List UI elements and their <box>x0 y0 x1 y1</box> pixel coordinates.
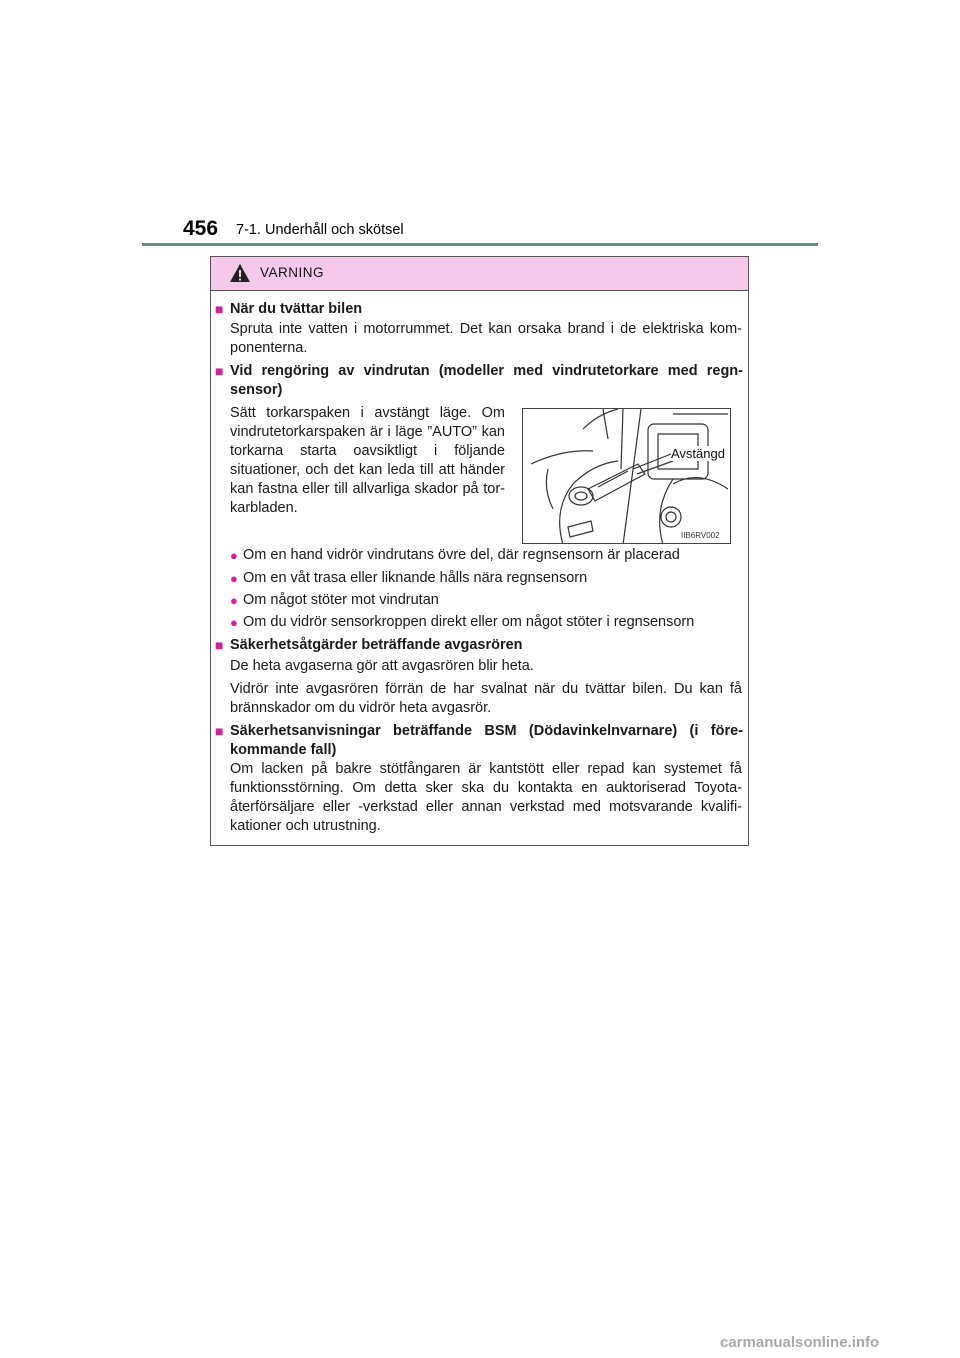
round-bullet-icon: ● <box>230 548 238 563</box>
square-bullet-icon: ■ <box>215 301 224 317</box>
round-bullet-icon: ● <box>230 593 238 608</box>
section-heading: ■ Vid rengöring av vindrutan (modeller med vindrutetorkare med regn-sensor) <box>215 363 743 398</box>
round-bullet-icon: ● <box>230 571 238 586</box>
list-item: ● Om en hand vidrör vindrutans övre del, där regnsensorn är placerad <box>230 547 680 563</box>
section-heading: ■ Säkerhetsanvisningar beträffande BSM (Dödavinkelnvarnare) (i före-kommande fall) <box>215 723 743 758</box>
paragraph: Spruta inte vatten i motorrummet. Det kan orsaka brand i de elektriska kom-ponenterna. <box>230 321 742 356</box>
wiper-lever-figure <box>522 408 731 544</box>
paragraph: Vidrör inte avgasrören förrän de har svalnat när du tvättar bilen. Du kan få brännskador om du vidrör heta avgasrör. <box>230 681 742 716</box>
warning-triangle-icon <box>229 263 251 283</box>
paragraph: Sätt torkarspaken i avstängt läge. Om vindrutetorkarspaken är i läge ”AUTO” kan torkarna starta oavsiktligt i följande situationer, och det kan leda till att händer kan fastna eller till allvarliga skador på tor-karbladen. <box>230 405 505 516</box>
list-item: ● Om något stöter mot vindrutan <box>230 592 439 608</box>
warning-header <box>211 257 748 291</box>
round-bullet-icon: ● <box>230 615 238 630</box>
square-bullet-icon: ■ <box>215 723 224 739</box>
section-heading: ■ När du tvättar bilen <box>215 301 363 317</box>
list-item: ● Om en våt trasa eller liknande hålls nära regnsensorn <box>230 570 588 586</box>
watermark: carmanualsonline.info <box>720 1334 880 1351</box>
wiper-lever-illustration <box>523 409 731 544</box>
paragraph: Om lacken på bakre stötfångaren är kantstött eller repad kan systemet få funktionsstörning. Om detta sker ska du kontakta en auktoriserad Toyota-återförsäljare eller -verkstad eller annan verkstad med motsvarande kvalifi-kationer och utrustning. <box>230 761 742 834</box>
square-bullet-icon: ■ <box>215 637 224 653</box>
paragraph: De heta avgaserna gör att avgasrören blir heta. <box>230 658 534 674</box>
list-item: ● Om du vidrör sensorkroppen direkt eller om något stöter i regnsensorn <box>230 614 695 630</box>
square-bullet-icon: ■ <box>215 363 224 379</box>
section-heading: ■ Säkerhetsåtgärder beträffande avgasrören <box>215 637 523 653</box>
section-title: 7-1. Underhåll och skötsel <box>236 222 404 238</box>
warning-title: VARNING <box>260 265 325 280</box>
figure-code: IIB6RV002 <box>681 531 720 540</box>
page-number: 456 <box>183 217 219 240</box>
header-rule <box>142 243 818 246</box>
figure-label-off: Avstängd <box>671 446 725 461</box>
